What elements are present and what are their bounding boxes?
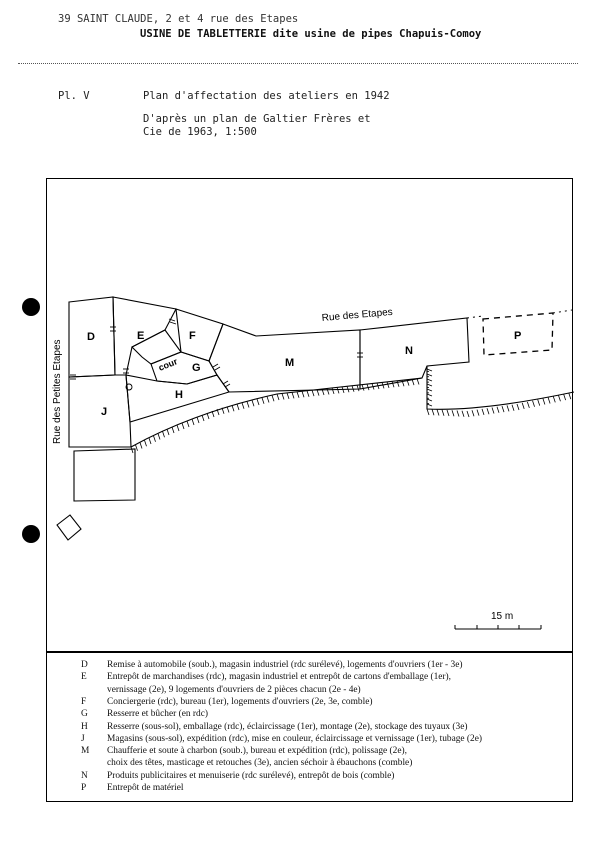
legend-text: Resserre et bûcher (en rdc) [107, 709, 208, 720]
legend-key: P [81, 783, 87, 793]
scale-bar-label: 15 m [491, 611, 514, 622]
street-rue-des-etapes: Rue des Etapes [321, 306, 394, 324]
wall-hatch [533, 401, 535, 407]
legend-entry-p [81, 782, 184, 794]
wall-hatch [564, 394, 566, 400]
wall-hatch [332, 388, 334, 394]
wall-hatch [297, 392, 299, 398]
wall-hatch [187, 421, 189, 427]
wall-hatch [182, 423, 184, 429]
legend [46, 652, 573, 802]
punch-hole-bottom [22, 525, 40, 543]
legend-text: vernissage (2e), 9 logements d'ouvriers de 2 pièces chacun (2e - 4e) [107, 684, 361, 695]
street-rue-des-petites-etapes: Rue des Petites Etapes [52, 339, 63, 444]
legend-text: Produits publicitaires et menuiserie (rdc surélevé), entrepôt de bois (comble) [107, 770, 395, 781]
legend-text: Magasins (sous-sol), expédition (rdc), mise en couleur, éclaircissage et vernissage (1er), tubage (2e) [107, 733, 483, 744]
wall-hatch [237, 404, 239, 410]
boundary-dotted [553, 310, 572, 313]
wall-hatch [247, 402, 249, 408]
wall-hatch [136, 445, 138, 451]
wall-hatch [497, 407, 499, 413]
legend-text: Conciergerie (rdc), bureau (1er), logements d'ouvriers (2e, 3e, comble) [107, 696, 373, 707]
legend-key: G [81, 709, 88, 720]
wall-hatch [177, 425, 179, 431]
wall-hatch [262, 398, 264, 404]
wall-hatch [172, 427, 174, 433]
wall-hatch [558, 395, 560, 401]
wall-hatch [517, 404, 519, 410]
wall-hatch [227, 407, 229, 413]
source-line-1: D'après un plan de Galtier Frères et [143, 113, 371, 125]
label-G: G [192, 362, 201, 374]
wall-hatch [467, 411, 469, 417]
label-D: D [87, 331, 95, 343]
site-plan-frame [46, 178, 573, 652]
wall-hatch [302, 391, 304, 397]
wall-hatch [257, 399, 259, 405]
wall-hatch [543, 399, 545, 405]
wall-hatch [277, 394, 279, 400]
wall-hatch [502, 406, 504, 412]
punch-hole-top [22, 298, 40, 316]
wall-hatch [427, 399, 432, 401]
wall-hatch [282, 393, 284, 399]
wall-hatch [457, 411, 459, 417]
label-P: P [514, 330, 522, 342]
wall-hatch [569, 393, 571, 399]
wall-hatch [427, 404, 432, 406]
wall-hatch [252, 400, 254, 406]
wall-hatch [548, 397, 550, 403]
header-title: USINE DE TABLETTERIE dite usine de pipes Chapuis-Comoy [140, 28, 482, 40]
wall-hatch [427, 394, 432, 396]
wall-hatch [442, 410, 444, 416]
wall-hatch [462, 411, 464, 417]
legend-entry-m [107, 757, 412, 769]
label-N: N [405, 345, 413, 357]
wall-hatch [477, 410, 479, 416]
legend-text: Resserre (sous-sol), emballage (rdc), éclaircissage (1er), montage (2e), stockage des tuyaux (3e) [107, 721, 468, 732]
wall-hatch [427, 384, 432, 386]
legend-key: F [81, 696, 87, 707]
legend-entry-f [81, 696, 372, 708]
wall-hatch [447, 410, 449, 416]
wall-hatch [197, 417, 199, 423]
legend-text: Entrepôt de matériel [107, 783, 184, 793]
plan-title: Plan d'affectation des ateliers en 1942 [143, 90, 390, 102]
wall-hatch [427, 409, 429, 415]
wall-hatch [292, 392, 294, 398]
wall-hatch [131, 447, 133, 453]
legend-entry-h [81, 721, 468, 733]
legend-key: N [81, 770, 88, 781]
wall-hatch [287, 393, 289, 399]
wall-hatch [507, 405, 509, 411]
wall-hatch [417, 379, 419, 385]
source-line-2: Cie de 1963, 1:500 [143, 126, 257, 138]
building-J [69, 375, 131, 447]
wall-hatch [192, 419, 194, 425]
wall-hatch [452, 410, 454, 416]
wall-hatch [362, 385, 364, 391]
wall-hatch [427, 369, 432, 371]
label-H: H [175, 389, 183, 401]
outbuilding [74, 449, 135, 501]
wall-hatch [512, 405, 514, 411]
wall-hatch [145, 440, 147, 446]
wall-hatch [492, 408, 494, 414]
divider [18, 63, 578, 64]
wall-hatch [553, 396, 555, 402]
wall-hatch [427, 374, 432, 376]
label-E: E [137, 330, 145, 342]
scale-bar [455, 625, 541, 629]
wall-hatch [437, 410, 439, 416]
legend-key: H [81, 721, 88, 732]
label-F: F [189, 330, 196, 342]
wall-hatch [149, 438, 151, 444]
wall-hatch [207, 413, 209, 419]
wall-hatch [163, 431, 165, 437]
legend-text: Remise à automobile (soub.), magasin industriel (rdc surélevé), logements d'ouvriers (1er - 3e) [107, 660, 463, 670]
legend-entry-e [81, 671, 451, 683]
wall-hatch [232, 405, 234, 411]
wall-hatch [158, 434, 160, 440]
wall-hatch [167, 429, 169, 435]
label-M: M [285, 357, 295, 369]
wall-hatch [538, 400, 540, 406]
legend-entry-d [81, 659, 463, 671]
site-plan [47, 179, 574, 653]
legend-text: Entrepôt de marchandises (rdc), magasin industriel et entrepôt de cartons d'emballage (1er), [107, 672, 452, 683]
wall-hatch [307, 391, 309, 397]
wall-hatch [357, 385, 359, 391]
wall-hatch [427, 379, 432, 381]
wall-hatch [487, 408, 489, 414]
legend-key: M [81, 746, 90, 757]
header-address: 39 SAINT CLAUDE, 2 et 4 rue des Etapes [58, 13, 299, 25]
wall-hatch [432, 409, 434, 415]
plate-number: Pl. V [58, 90, 90, 102]
wall-hatch [242, 403, 244, 409]
small-outbuilding [57, 515, 81, 540]
wall-hatch [272, 395, 274, 401]
wall-hatch [387, 382, 389, 388]
wall-hatch [482, 409, 484, 415]
legend-text: Chaufferie et soute à charbon (soub.), bureau et expédition (rdc), polissage (2e), [107, 746, 407, 757]
wall-hatch [154, 436, 156, 442]
wall-hatch [472, 410, 474, 416]
legend-text: choix des têtes, masticage et retouches (3e), ancien séchoir à ébauchons (comble) [107, 758, 413, 769]
legend-entry-e [107, 684, 361, 696]
legend-key: D [81, 660, 88, 670]
label-J: J [101, 406, 108, 418]
courtyard-label: cour [157, 356, 179, 373]
legend-entry-j [81, 733, 482, 745]
wall-hatch [527, 402, 529, 408]
wall-hatch [202, 415, 204, 421]
legend-entry-n [81, 770, 394, 782]
wall-hatch [427, 389, 432, 391]
legend-entry-g [81, 708, 208, 720]
boundary-dotted [467, 316, 483, 318]
legend-entry-m [81, 745, 407, 757]
wall-hatch [267, 397, 269, 403]
wall-hatch [392, 381, 394, 387]
legend-key: J [81, 733, 85, 744]
wall-hatch [312, 390, 314, 396]
wall-hatch [522, 403, 524, 409]
retaining-wall [427, 366, 574, 409]
legend-key: E [81, 672, 87, 683]
wall-hatch [140, 443, 142, 449]
wall-hatch [337, 387, 339, 393]
